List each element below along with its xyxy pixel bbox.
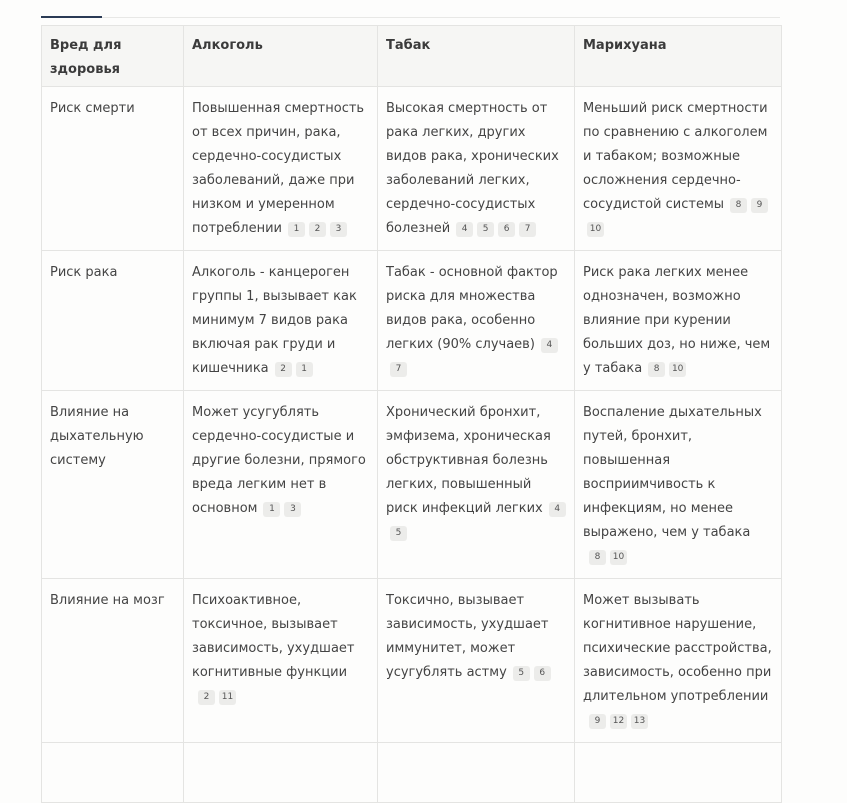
header-harm: Вред для здоровья [42,26,184,87]
table-row-partial [42,743,782,803]
top-divider [41,17,780,18]
citation-badge[interactable]: 8 [730,198,747,213]
cell-text: Алкоголь - канцероген группы 1, вызывает как минимум 7 видов рака включая рак груди и кишечника [192,265,357,376]
cell-tobacco [378,251,575,391]
citation-badge[interactable]: 4 [541,338,558,353]
table-row [42,391,782,579]
citation-badge[interactable]: 7 [519,222,536,237]
header-alcohol: Алкоголь [184,26,378,87]
row-label: Влияние на мозг [42,579,184,743]
citation-badge[interactable]: 4 [549,502,566,517]
row-label: Риск рака [42,251,184,391]
cell-tobacco [378,87,575,251]
citation-badge[interactable]: 9 [751,198,768,213]
citation-badge[interactable]: 6 [498,222,515,237]
citation-badge[interactable]: 9 [589,714,606,729]
comparison-table [41,25,782,803]
citation-badge[interactable]: 7 [390,362,407,377]
cell-text: Токсично, вызывает зависимость, ухудшает иммунитет, может усугублять астму [386,593,549,680]
cell-alcohol [184,391,378,579]
header-marijuana: Марихуана [575,26,782,87]
citation-badge[interactable]: 13 [631,714,648,729]
citation-badge[interactable]: 2 [309,222,326,237]
cell-text: Высокая смертность от рака легких, других видов рака, хронических заболеваний легких, сердечно-сосудистых болезней [386,101,559,236]
cell-tobacco [378,391,575,579]
citation-badge[interactable]: 5 [477,222,494,237]
citation-badge[interactable]: 12 [610,714,627,729]
cell-alcohol [184,251,378,391]
cell-text: Воспаление дыхательных путей, бронхит, повышенная восприимчивость к инфекциям, но менее выражено, чем у табака [583,405,762,540]
citation-badge[interactable]: 3 [284,502,301,517]
cell-alcohol [184,87,378,251]
citation-badge[interactable]: 4 [456,222,473,237]
active-tab-indicator [41,16,102,18]
citation-badge[interactable]: 10 [587,222,604,237]
citation-badge[interactable]: 3 [330,222,347,237]
cell-alcohol [184,579,378,743]
citation-badge[interactable]: 1 [296,362,313,377]
cell-marijuana [575,87,782,251]
citation-badge[interactable]: 6 [534,666,551,681]
cell-text: Риск рака легких менее однозначен, возможно влияние при курении больших доз, но ниже, чем у табака [583,265,771,376]
citation-badge[interactable]: 8 [648,362,665,377]
cell-text: Хронический бронхит, эмфизема, хроническая обструктивная болезнь легких, повышенный риск инфекций легких [386,405,551,516]
table-row [42,251,782,391]
cell-text: Табак - основной фактор риска для множества видов рака, особенно легких (90% случаев) [386,265,558,352]
cell-text: Психоактивное, токсичное, вызывает зависимость, ухудшает когнитивные функции [192,593,355,680]
cell-marijuana [575,579,782,743]
cell-marijuana [575,251,782,391]
citation-badge[interactable]: 10 [610,550,627,565]
citation-badge[interactable]: 5 [390,526,407,541]
citation-badge[interactable]: 10 [669,362,686,377]
header-tobacco: Табак [378,26,575,87]
citation-badge[interactable]: 1 [288,222,305,237]
citation-badge[interactable]: 5 [513,666,530,681]
cell-tobacco [378,579,575,743]
row-label: Влияние на дыхательную систему [42,391,184,579]
cell-text: Меньший риск смертности по сравнению с алкоголем и табаком; возможные осложнения сердечно-сосудистой системы [583,101,768,212]
cell-text: Может вызывать когнитивное нарушение, психические расстройства, зависимость, особенно при длительном употреблении [583,593,772,704]
citation-badge[interactable]: 2 [198,690,215,705]
cell-text: Повышенная смертность от всех причин, рака, сердечно-сосудистых заболеваний, даже при низком и умеренном потреблении [192,101,365,236]
table-row [42,87,782,251]
citation-badge[interactable]: 2 [275,362,292,377]
cell-text: Может усугублять сердечно-сосудистые и другие болезни, прямого вреда легким нет в основном [192,405,366,516]
row-label: Риск смерти [42,87,184,251]
citation-badge[interactable]: 1 [263,502,280,517]
table-header-row [42,26,782,87]
citation-badge[interactable]: 8 [589,550,606,565]
cell-marijuana [575,391,782,579]
citation-badge[interactable]: 11 [219,690,236,705]
table-row [42,579,782,743]
